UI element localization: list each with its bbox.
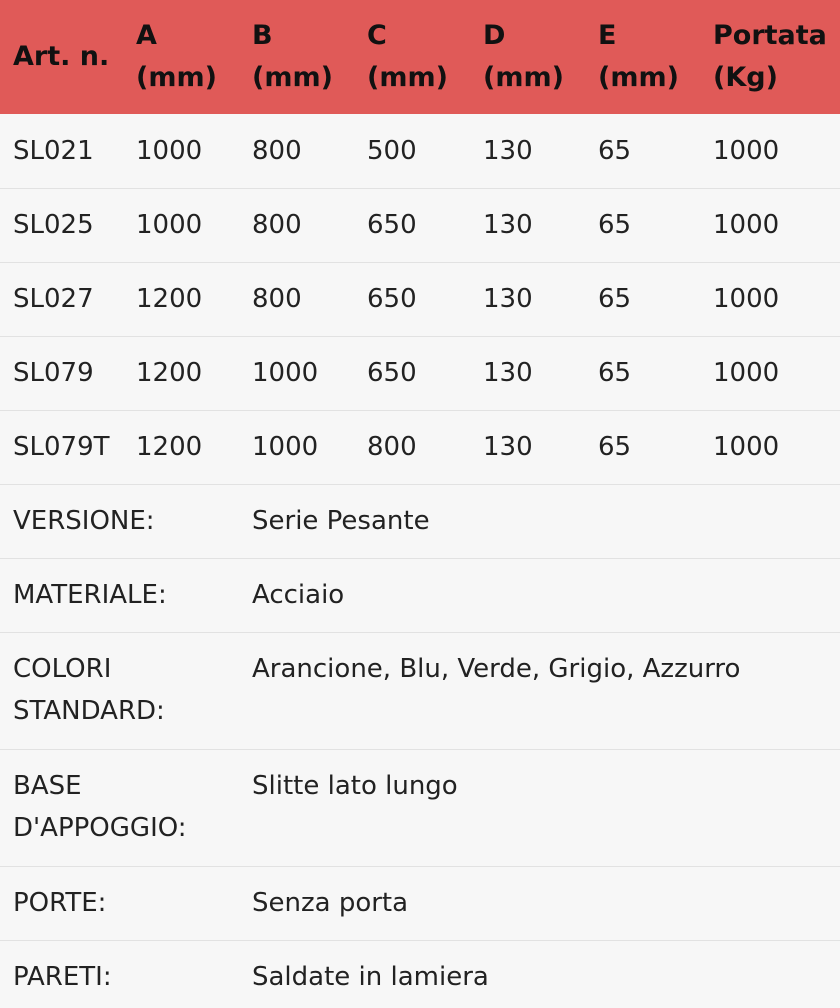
table-body	[0, 114, 840, 1008]
spec-row-pareti	[0, 940, 840, 1008]
header-art-n-label: Art. n.	[13, 41, 110, 72]
spec-value: Acciaio	[252, 580, 345, 610]
header-e	[585, 0, 700, 114]
cell-a: 1000	[136, 135, 203, 166]
cell-e: 65	[598, 358, 632, 388]
spec-value: Arancione, Blu, Verde, Grigio, Azzurro	[252, 653, 741, 684]
header-d-label: D	[483, 20, 506, 51]
cell-d: 130	[483, 210, 533, 240]
cell-portata: 1000	[713, 358, 780, 388]
table-row	[0, 114, 840, 188]
header-portata-label: Portata	[713, 20, 827, 51]
cell-art-n: SL079T	[13, 432, 110, 462]
header-e-unit: (mm)	[598, 62, 679, 93]
table-header	[0, 0, 840, 114]
cell-b: 800	[252, 135, 302, 166]
cell-c: 800	[367, 432, 417, 462]
table-row	[0, 336, 840, 410]
cell-d: 130	[483, 358, 533, 388]
header-d-unit: (mm)	[483, 62, 564, 93]
spec-row-base-appoggio	[0, 749, 840, 866]
spec-row-colori-standard	[0, 632, 840, 749]
spec-label: PARETI:	[13, 962, 112, 993]
header-b-unit: (mm)	[252, 62, 333, 93]
spec-label: COLORI STANDARD:	[13, 653, 165, 726]
cell-e: 65	[598, 432, 632, 462]
table-row	[0, 410, 840, 484]
cell-d: 130	[483, 432, 533, 462]
spec-value: Slitte lato lungo	[252, 770, 458, 801]
spec-value: Serie Pesante	[252, 506, 430, 536]
cell-e: 65	[598, 135, 632, 166]
cell-c: 650	[367, 358, 417, 388]
cell-art-n: SL079	[13, 358, 94, 388]
cell-c: 650	[367, 284, 417, 314]
header-art-n	[0, 0, 123, 114]
cell-portata: 1000	[713, 284, 780, 314]
header-a-unit: (mm)	[136, 62, 217, 93]
table-row	[0, 262, 840, 336]
spec-label: BASE D'APPOGGIO:	[13, 770, 187, 843]
header-b	[239, 0, 354, 114]
spec-label: PORTE:	[13, 888, 107, 918]
spec-label: MATERIALE:	[13, 580, 167, 610]
cell-d: 130	[483, 284, 533, 314]
cell-art-n: SL027	[13, 284, 94, 314]
header-portata-unit: (Kg)	[713, 62, 778, 93]
cell-e: 65	[598, 210, 632, 240]
cell-d: 130	[483, 135, 533, 166]
cell-a: 1200	[136, 284, 203, 314]
cell-portata: 1000	[713, 210, 780, 240]
header-c	[354, 0, 470, 114]
header-e-label: E	[598, 20, 617, 51]
cell-art-n: SL021	[13, 135, 94, 166]
header-a	[123, 0, 239, 114]
header-c-label: C	[367, 20, 387, 51]
header-row	[0, 0, 840, 114]
header-a-label: A	[136, 20, 157, 51]
header-portata	[700, 0, 840, 114]
cell-b: 800	[252, 210, 302, 240]
spec-value: Senza porta	[252, 888, 409, 918]
cell-e: 65	[598, 284, 632, 314]
cell-a: 1000	[136, 210, 203, 240]
header-c-unit: (mm)	[367, 62, 448, 93]
cell-c: 500	[367, 135, 417, 166]
table-row	[0, 188, 840, 262]
cell-a: 1200	[136, 432, 203, 462]
header-b-label: B	[252, 20, 273, 51]
cell-a: 1200	[136, 358, 203, 388]
cell-portata: 1000	[713, 432, 780, 462]
spec-value: Saldate in lamiera	[252, 962, 489, 993]
spec-label: VERSIONE:	[13, 506, 155, 536]
spec-row-materiale	[0, 558, 840, 632]
header-d	[470, 0, 585, 114]
spec-row-porte	[0, 866, 840, 940]
cell-c: 650	[367, 210, 417, 240]
cell-b: 800	[252, 284, 302, 314]
cell-portata: 1000	[713, 135, 780, 166]
cell-b: 1000	[252, 358, 319, 388]
cell-b: 1000	[252, 432, 319, 462]
cell-art-n: SL025	[13, 210, 94, 240]
spec-row-versione	[0, 484, 840, 558]
